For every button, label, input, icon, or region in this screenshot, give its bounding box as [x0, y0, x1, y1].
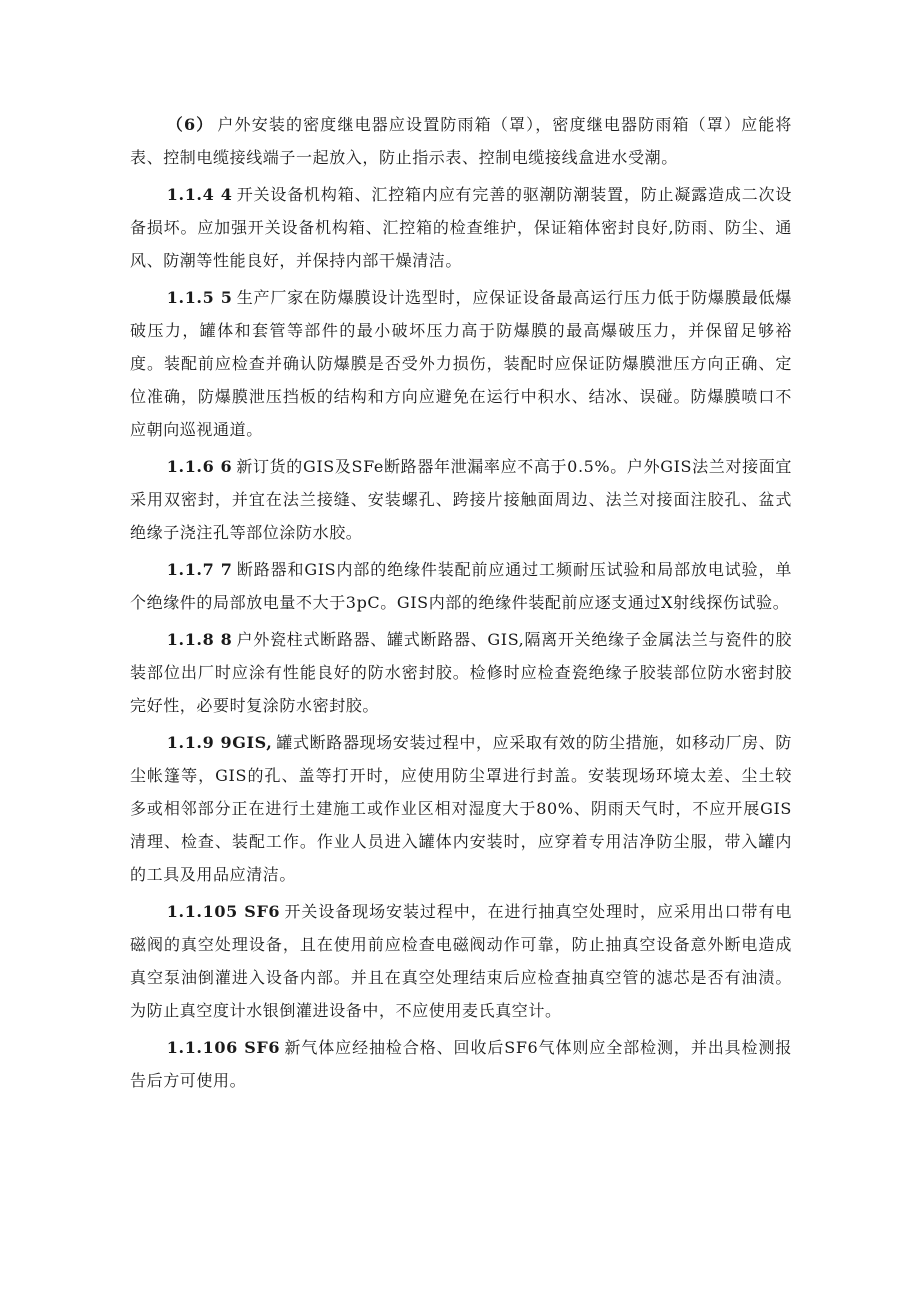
paragraph-1-1-9 — [130, 726, 792, 891]
clause-number: 1.1.106 SF6 — [166, 1038, 281, 1057]
paragraph-text: 生产厂家在防爆膜设计选型时，应保证设备最高运行压力低于防爆膜最低爆破压力，罐体和套管等部件的最小破坏压力高于防爆膜的最高爆破压力，并保留足够裕度。装配前应检查并确认防爆膜是否受外力损伤，装配时应保证防爆膜泄压方向正确、定位准确，防爆膜泄压挡板的结构和方向应避免在运行中积水、结冰、误碰。防爆膜喷口不应朝向巡视通道。 — [130, 288, 792, 439]
paragraph-text: 罐式断路器现场安装过程中，应采取有效的防尘措施，如移动厂房、防尘帐篷等，GIS的孔、盖等打开时，应使用防尘罩进行封盖。安装现场环境太差、尘土较多或相邻部分正在进行土建施工或作业区相对湿度大于80%、阴雨天气时，不应开展GIS清理、检查、装配工作。作业人员进入罐体内安装时，应穿着专用洁净防尘服，带入罐内的工具及用品应清洁。 — [130, 733, 792, 884]
paragraph-1-1-7 — [130, 553, 792, 619]
paragraph-1-1-4 — [130, 178, 792, 277]
paragraph-text: 断路器和GIS内部的绝缘件装配前应通过工频耐压试验和局部放电试验，单个绝缘件的局部放电量不大于3pC。GIS内部的绝缘件装配前应逐支通过X射线探伤试验。 — [130, 560, 792, 612]
clause-number: 1.1.9 9GIS, — [166, 733, 273, 752]
paragraph-text: 户外安装的密度继电器应设置防雨箱（罩），密度继电器防雨箱（罩）应能将表、控制电缆接线端子一起放入，防止指示表、控制电缆接线盒进水受潮。 — [130, 115, 792, 167]
paragraph-text: 开关设备现场安装过程中，在进行抽真空处理时，应采用出口带有电磁阀的真空处理设备，且在使用前应检查电磁阀动作可靠，防止抽真空设备意外断电造成真空泵油倒灌进入设备内部。并且在真空处理结束后应检查抽真空管的滤芯是否有油渍。为防止真空度计水银倒灌进设备中，不应使用麦氏真空计。 — [130, 902, 792, 1020]
document-body — [130, 108, 792, 1101]
paragraph-1-1-106 — [130, 1031, 792, 1097]
paragraph-text: 开关设备机构箱、汇控箱内应有完善的驱潮防潮装置，防止凝露造成二次设备损坏。应加强开关设备机构箱、汇控箱的检查维护，保证箱体密封良好,防雨、防尘、通风、防潮等性能良好，并保持内部干燥清洁。 — [130, 185, 792, 270]
paragraph-6 — [130, 108, 792, 174]
clause-number: 1.1.6 6 — [166, 457, 233, 476]
paragraph-1-1-6 — [130, 450, 792, 549]
clause-number: 1.1.7 7 — [166, 560, 233, 579]
paragraph-text: 户外瓷柱式断路器、罐式断路器、GIS,隔离开关绝缘子金属法兰与瓷件的胶装部位出厂时应涂有性能良好的防水密封胶。检修时应检查瓷绝缘子胶装部位防水密封胶完好性，必要时复涂防水密封胶。 — [130, 630, 792, 715]
paragraph-text: 新气体应经抽检合格、回收后SF6气体则应全部检测，并出具检测报告后方可使用。 — [130, 1038, 793, 1090]
clause-number: 1.1.5 5 — [166, 288, 233, 307]
clause-number: 1.1.4 4 — [166, 185, 233, 204]
paragraph-1-1-105 — [130, 895, 792, 1027]
paragraph-1-1-5 — [130, 281, 792, 446]
clause-number: 1.1.105 SF6 — [166, 902, 281, 921]
paragraph-text: 新订货的GIS及SFe断路器年泄漏率应不高于0.5%。户外GIS法兰对接面宜采用双密封，并宜在法兰接缝、安装螺孔、跨接片接触面周边、法兰对接面注胶孔、盆式绝缘子浇注孔等部位涂防水胶。 — [130, 457, 792, 542]
clause-number: （6） — [166, 115, 214, 134]
paragraph-1-1-8 — [130, 623, 792, 722]
clause-number: 1.1.8 8 — [166, 630, 233, 649]
